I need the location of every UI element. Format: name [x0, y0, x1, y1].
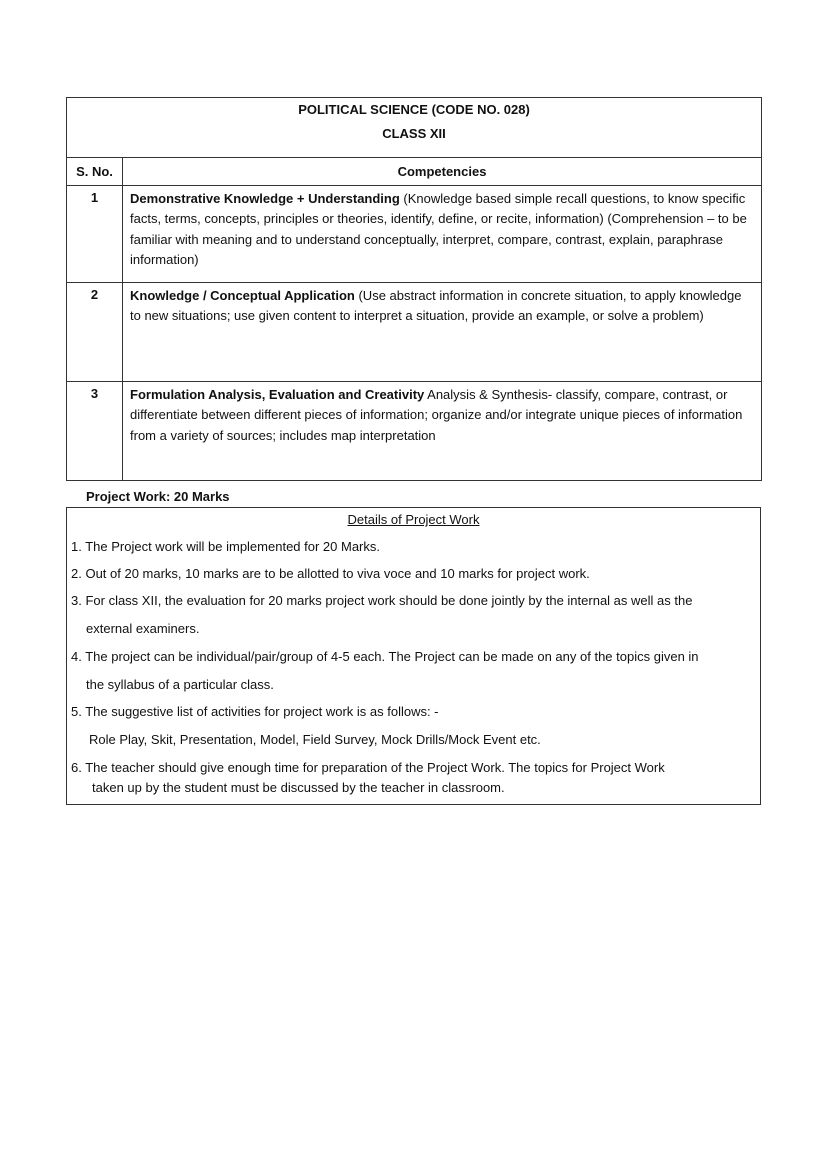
table-row: [67, 382, 762, 481]
competency-description: (Knowledge based simple recall questions, to know specific facts, terms, concepts, principles or theories, identify, define, or recite, information) (Comprehension – to be familiar with meaning and to understand conceptually, interpret, compare, contrast, explain, paraphrase information): [130, 191, 747, 267]
competency-description: (Use abstract information in concrete situation, to apply knowledge to new situations; use given content to interpret a situation, provide an example, or solve a problem): [130, 288, 742, 324]
row-competency: [123, 186, 762, 283]
project-details-title: Details of Project Work: [347, 512, 480, 527]
project-work-heading: Project Work: 20 Marks: [86, 489, 230, 504]
competency-name: Demonstrative Knowledge + Understanding: [130, 191, 400, 206]
row-competency: [123, 382, 762, 481]
competency-name: Formulation Analysis, Evaluation and Creativity: [130, 387, 425, 402]
project-work-box: [66, 507, 761, 805]
row-sno: 3: [67, 382, 123, 481]
row-sno: 2: [67, 283, 123, 382]
table-row: [67, 186, 762, 283]
competencies-table: [66, 97, 762, 481]
list-item: 4. The project can be individual/pair/group of 4-5 each. The Project can be made on any of the topics given in: [71, 649, 699, 664]
list-item-continuation: taken up by the student must be discussed by the teacher in classroom.: [92, 780, 505, 795]
column-header-competencies: Competencies: [123, 158, 762, 186]
list-item: 3. For class XII, the evaluation for 20 marks project work should be done jointly by the internal as well as the: [71, 593, 693, 608]
competency-name: Knowledge / Conceptual Application: [130, 288, 355, 303]
table-subtitle: CLASS XII: [382, 126, 446, 141]
row-competency: [123, 283, 762, 382]
list-item: 1. The Project work will be implemented for 20 Marks.: [71, 539, 380, 554]
table-title-cell: [67, 98, 762, 158]
list-item: 6. The teacher should give enough time for preparation of the Project Work. The topics for Project Work: [71, 760, 665, 775]
row-sno: 1: [67, 186, 123, 283]
list-item-continuation: the syllabus of a particular class.: [86, 677, 274, 692]
table-row: [67, 283, 762, 382]
competency-description: Analysis & Synthesis- classify, compare, contrast, or differentiate between different pieces of information; organize and/or integrate unique pieces of information from a variety of sources; includes map interpretation: [130, 387, 743, 443]
table-title: POLITICAL SCIENCE (CODE NO. 028): [298, 102, 530, 117]
list-item-continuation: external examiners.: [86, 621, 200, 636]
list-item: 5. The suggestive list of activities for project work is as follows: -: [71, 704, 439, 719]
list-item-continuation: Role Play, Skit, Presentation, Model, Field Survey, Mock Drills/Mock Event etc.: [89, 732, 541, 747]
list-item: 2. Out of 20 marks, 10 marks are to be allotted to viva voce and 10 marks for project work.: [71, 566, 590, 581]
column-header-sno: S. No.: [67, 158, 123, 186]
